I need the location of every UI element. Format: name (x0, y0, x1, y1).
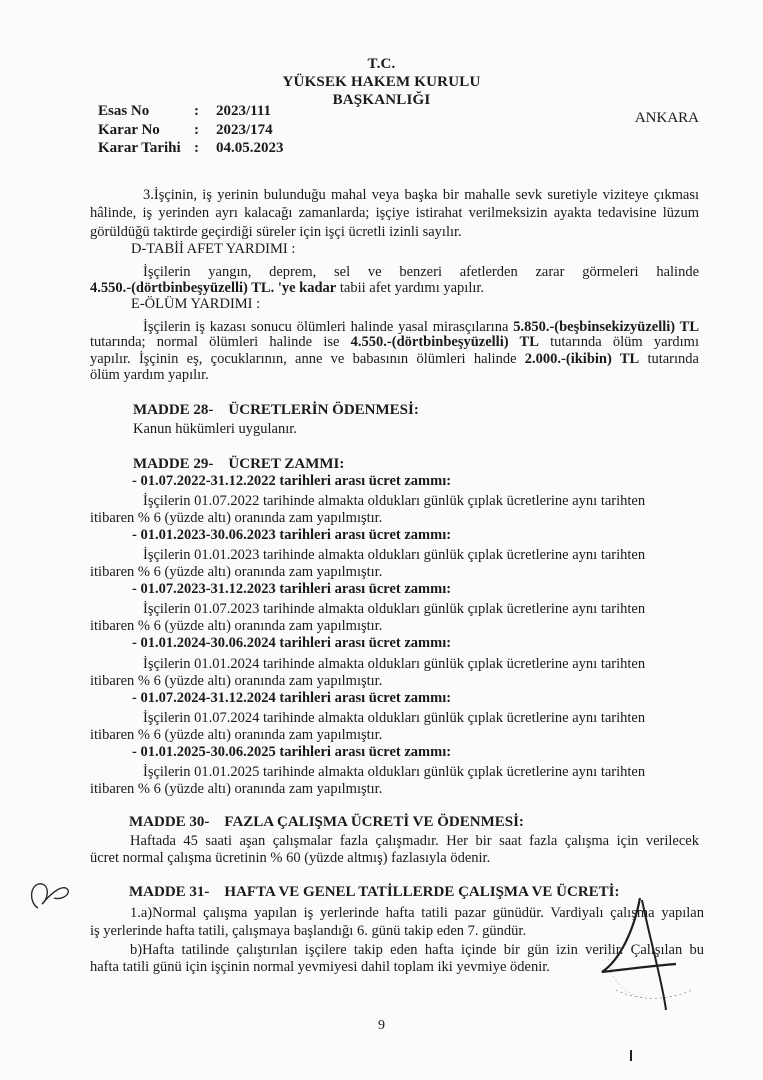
paragraph-line: iş yerlerinde hafta tatili, çalışmaya başlandığı 6. günü takip eden 7. gündür. (90, 923, 527, 939)
paragraph-line: b)Hafta tatilinde çalıştırılan işçilere takip eden hafta içinde bir gün izin verilir. Çalışılan bu (130, 942, 704, 958)
page-number: 9 (378, 1018, 385, 1033)
raise-period-line: itibaren % 6 (yüzde altı) oranında zam yapılmıştır. (90, 727, 383, 743)
paragraph-line: hâlinde, iş yerinden ayrı kalacağı zamanlarda; işçiye istirahat verilmeksizin ayakta tedavisine lüzum (90, 205, 699, 221)
raise-period-line: itibaren % 6 (yüzde altı) oranında zam yapılmıştır. (90, 564, 383, 580)
raise-period-head: - 01.01.2024-30.06.2024 tarihleri arası ücret zammı: (132, 635, 452, 651)
section-title-d: D-TABİİ AFET YARDIMI : (131, 241, 296, 257)
article-28-text: Kanun hükümleri uygulanır. (133, 421, 297, 437)
meta-esas: Esas No : 2023/111 (98, 103, 272, 119)
paragraph-line: Haftada 45 saati aşan çalışmalar fazla çalışmadır. Her bir saat fazla çalışma için verilecek (130, 833, 699, 849)
ink-dot-mark (626, 1048, 636, 1064)
paragraph-line: İşçilerin yangın, deprem, sel ve benzeri afetlerden zarar görmeleri halinde (143, 264, 699, 280)
raise-period-head: - 01.07.2023-31.12.2023 tarihleri arası ücret zammı: (132, 581, 452, 597)
raise-period-head: - 01.07.2024-31.12.2024 tarihleri arası ücret zammı: (132, 690, 452, 706)
raise-period-head: - 01.01.2025-30.06.2025 tarihleri arası ücret zammı: (132, 744, 452, 760)
handwritten-initial-mark (20, 868, 80, 928)
article-30-title: MADDE 30- FAZLA ÇALIŞMA ÜCRETİ VE ÖDENMESİ: (129, 814, 524, 830)
meta-tarih: Karar Tarihi : 04.05.2023 (98, 140, 284, 156)
article-29-title: MADDE 29- ÜCRET ZAMMI: (133, 456, 345, 472)
paragraph-line: görüldüğü taktirde geçirdiği süreler için işçi ücretli izinli sayılır. (90, 224, 462, 240)
header-institution: YÜKSEK HAKEM KURULU (282, 74, 481, 90)
raise-period-line: itibaren % 6 (yüzde altı) oranında zam yapılmıştır. (90, 618, 383, 634)
paragraph-line: 4.550.-(dörtbinbeşyüzelli) TL. 'ye kadar tabii afet yardımı yapılır. (90, 280, 485, 296)
paragraph-line: tutarında; normal ölümleri halinde ise 4.550.-(dörtbinbeşyüzelli) TL tutarında ölüm yardımı (90, 334, 699, 350)
article-31-title: MADDE 31- HAFTA VE GENEL TATİLLERDE ÇALIŞMA VE ÜCRETİ: (129, 884, 620, 900)
section-title-e: E-ÖLÜM YARDIMI : (131, 296, 261, 312)
raise-period-line: İşçilerin 01.01.2024 tarihinde almakta oldukları günlük çıplak ücretlerine aynı tarihten (143, 656, 646, 672)
paragraph-line: ücret normal çalışma ücretinin % 60 (yüzde altmış) fazlasıyla ödenir. (90, 850, 491, 866)
paragraph-line: 3.İşçinin, iş yerinin bulunduğu mahal veya başka bir mahalle sevk suretiyle viziteye çıkması (143, 187, 699, 203)
raise-period-head: - 01.01.2023-30.06.2023 tarihleri arası ücret zammı: (132, 527, 452, 543)
raise-period-line: İşçilerin 01.07.2022 tarihinde almakta oldukları günlük çıplak ücretlerine aynı tarihten (143, 493, 646, 509)
city-label: ANKARA (634, 110, 699, 126)
header-presidency: BAŞKANLIĞI (332, 92, 431, 108)
paragraph-line: yapılır. İşçinin eş, çocuklarının, anne ve babasının ölümleri halinde 2.000.-(ikibin) TL tutarında (90, 351, 699, 367)
paragraph-line: 1.a)Normal çalışma yapılan iş yerlerinde hafta tatili pazar günüdür. Vardiyalı çalışma yapılan (130, 905, 704, 921)
raise-period-line: itibaren % 6 (yüzde altı) oranında zam yapılmıştır. (90, 510, 383, 526)
raise-period-line: itibaren % 6 (yüzde altı) oranında zam yapılmıştır. (90, 673, 383, 689)
raise-period-line: İşçilerin 01.07.2024 tarihinde almakta oldukları günlük çıplak ücretlerine aynı tarihten (143, 710, 646, 726)
raise-period-line: itibaren % 6 (yüzde altı) oranında zam yapılmıştır. (90, 781, 383, 797)
paragraph-line: İşçilerin iş kazası sonucu ölümleri halinde yasal mirasçılarına 5.850.-(beşbinsekizyüzelli) TL (143, 319, 700, 335)
header-tc: T.C. (367, 56, 396, 72)
paragraph-line: ölüm yardım yapılır. (90, 367, 209, 383)
article-28-title: MADDE 28- ÜCRETLERİN ÖDENMESİ: (133, 402, 419, 418)
raise-period-line: İşçilerin 01.01.2025 tarihinde almakta oldukları günlük çıplak ücretlerine aynı tarihten (143, 764, 646, 780)
raise-period-line: İşçilerin 01.01.2023 tarihinde almakta oldukları günlük çıplak ücretlerine aynı tarihten (143, 547, 646, 563)
paragraph-line: hafta tatili günü için işçinin normal yevmiyesi dahil toplam iki yevmiye ödenir. (90, 959, 550, 975)
raise-period-line: İşçilerin 01.07.2023 tarihinde almakta oldukları günlük çıplak ücretlerine aynı tarihten (143, 601, 646, 617)
meta-karar: Karar No : 2023/174 (98, 122, 273, 138)
raise-period-head: - 01.07.2022-31.12.2022 tarihleri arası ücret zammı: (132, 473, 452, 489)
handwritten-signature (580, 890, 710, 1030)
